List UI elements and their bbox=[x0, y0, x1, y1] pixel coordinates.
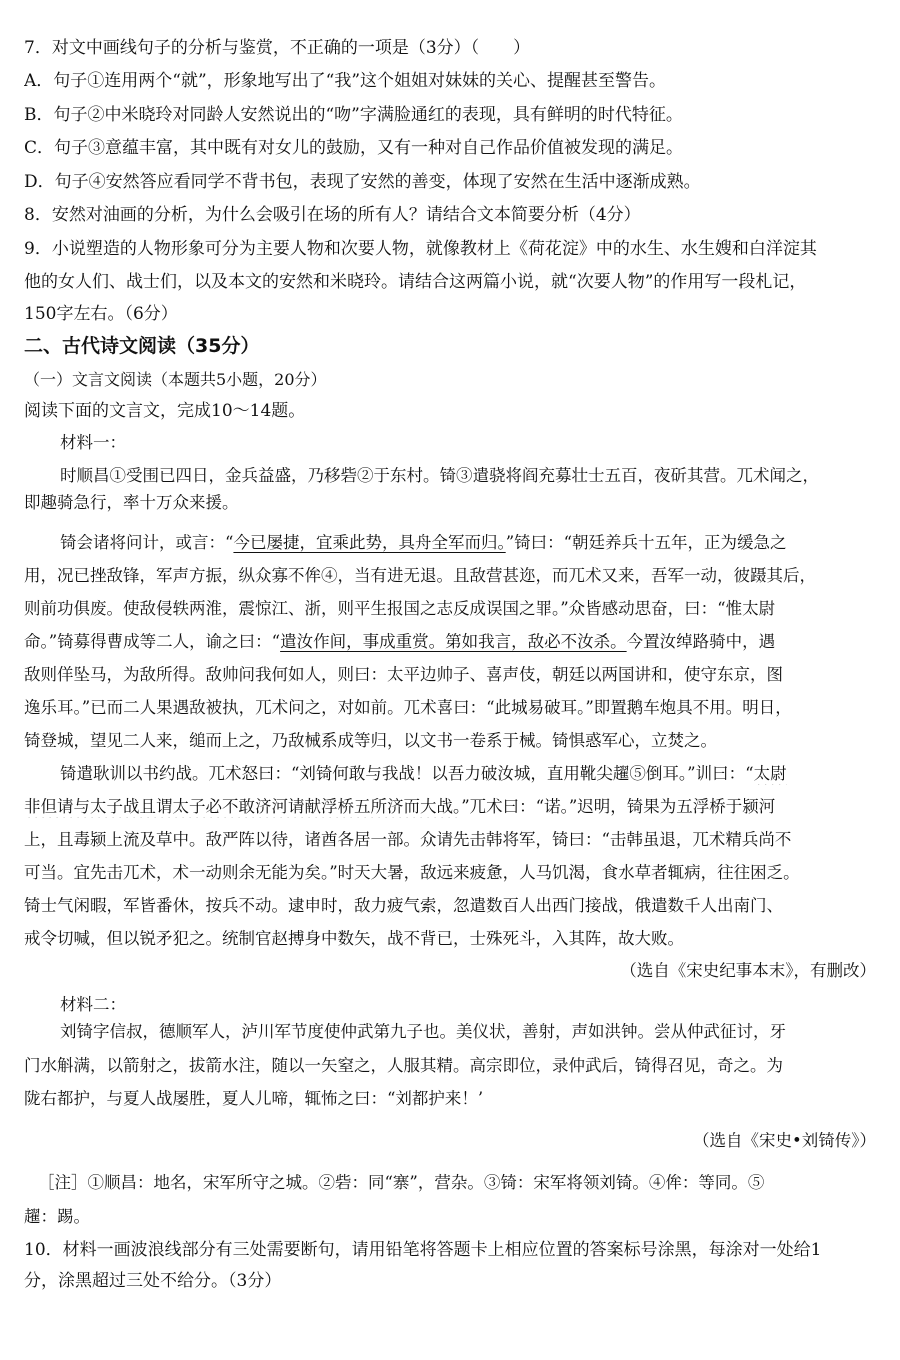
material-1-label: 材料一： bbox=[60, 433, 126, 452]
material-1-p3-line-4: 可当。宜先击兀术，术一动则余无能为矣。”时天大暑，敌远来疲惫，人马饥渴，食水草者辄病，往往困乏。 bbox=[24, 863, 800, 882]
material-2-line-1: 刘锜字信叔，德顺军人，泸川军节度使仲武第九子也。美仪状，善射，声如洪钟。尝从仲武征讨，牙 bbox=[60, 1022, 786, 1041]
question-10-line-2: 分，涂黑超过三处不给分。（3分） bbox=[24, 1271, 282, 1291]
text-segment: 今置汝绰路骑中，遇 bbox=[626, 632, 776, 651]
section-2-subtitle: （一）文言文阅读（本题共5小题，20分） bbox=[24, 370, 327, 389]
text-segment: ”兀术曰：“诺。”迟明，锜果为五浮桥于颍河 bbox=[461, 797, 776, 816]
question-7-option-d: D．句子④安然答应看同学不背书包，表现了安然的善变，体现了安然在生活中逐渐成熟。 bbox=[24, 172, 701, 192]
material-2-source: （选自《宋史•刘锜传》） bbox=[693, 1131, 876, 1150]
material-1-p3-line-1 bbox=[60, 763, 876, 785]
wavy-line-segment: 太尉 bbox=[753, 764, 787, 783]
notes-line-1: ［注］①顺昌：地名，宋军所守之城。②砦：同“寨”，营杂。③锜：宋军将领刘锜。④侔：等同。⑤ bbox=[38, 1173, 765, 1192]
question-9-line-1: 9．小说塑造的人物形象可分为主要人物和次要人物，就像教材上《荷花淀》中的水生、水生嫂和白洋淀其 bbox=[24, 239, 817, 259]
material-1-p2-line-3: 则前功俱废。使敌侵轶两淮，震惊江、浙，则平生报国之志反成误国之罪。”众皆感动思奋，曰：“惟太尉 bbox=[24, 599, 776, 618]
notes-line-2: 趯：踢。 bbox=[24, 1207, 90, 1226]
material-1-p3-line-6: 戒令切喊，但以锐矛犯之。统制官赵搏身中数矢，战不背已，士殊死斗，入其阵，故大败。 bbox=[24, 929, 684, 948]
question-9-line-3: 150字左右。（6分） bbox=[24, 304, 178, 324]
material-1-source: （选自《宋史纪事本末》，有删改） bbox=[620, 961, 876, 980]
material-1-p3-line-2 bbox=[24, 796, 876, 818]
material-1-p2-line-1 bbox=[60, 532, 876, 554]
material-2-line-2: 门水斛满，以箭射之，拔箭水注，随以一矢窒之，人服其精。高宗即位，录仲武后，锜得召见，奇之。为 bbox=[24, 1056, 783, 1075]
material-1-p2-line-2: 用，况已挫敌锋，军声方振，纵众寡不侔④，当有进无退。且敌营甚迩，而兀术又来，吾军一动，彼蹑其后， bbox=[24, 566, 816, 585]
text-segment: 锜会诸将问计，或言：“ bbox=[60, 533, 234, 552]
text-segment: 锜遣耿训以书约战。兀术怒曰：“刘锜何敢与我战！以吾力破汝城，直用靴尖趯⑤倒耳。”训曰：“ bbox=[60, 764, 754, 783]
material-1-p2-line-6: 逸乐耳。”已而二人果遇敌被执，兀术问之，对如前。兀术喜曰：“此城易破耳。”即置鹅车炮具不用。明日， bbox=[24, 698, 792, 717]
material-1-p2-line-5: 敌则佯坠马，为敌所得。敌帅问我何如人，则曰：太平边帅子、喜声伎，朝廷以两国讲和，使守东京，图 bbox=[24, 665, 783, 684]
material-1-p1-line-2: 即趣骑急行，率十万众来援。 bbox=[24, 493, 239, 512]
material-2-line-3: 陇右都护，与夏人战屡胜，夏人儿啼，辄怖之曰：“刘都护来！’ bbox=[24, 1089, 484, 1108]
underlined-sentence-2: 遣汝作间，事成重赏。第如我言，敌必不汝杀。 bbox=[280, 632, 627, 651]
material-1-p1-line-1: 时顺昌①受围已四日，金兵益盛，乃移砦②于东村。锜③遣骁将阎充募壮士五百，夜斫其营。兀术闻之， bbox=[60, 466, 819, 485]
wavy-line-segment: 非但请与太子战且谓太子必不敢济河请献浮桥五所济而大战。 bbox=[24, 797, 462, 816]
text-segment: 命。”锜募得曹成等二人，谕之曰：“ bbox=[24, 632, 281, 651]
section-2-title: 二、古代诗文阅读（35分） bbox=[24, 335, 260, 357]
section-2-instruction: 阅读下面的文言文，完成10～14题。 bbox=[24, 401, 306, 421]
question-10-line-1: 10．材料一画波浪线部分有三处需要断句，请用铅笔将答题卡上相应位置的答案标号涂黑，每涂对一处给1 bbox=[24, 1240, 822, 1260]
text-segment: ”锜曰：“朝廷养兵十五年，正为缓急之 bbox=[505, 533, 787, 552]
material-2-label: 材料二： bbox=[60, 995, 126, 1014]
question-7-option-c: C．句子③意蕴丰富，其中既有对女儿的鼓励，又有一种对自己作品价值被发现的满足。 bbox=[24, 138, 684, 158]
underlined-sentence-1: 今已屡捷，宜乘此势，具舟全军而归。 bbox=[233, 533, 506, 552]
question-7-stem: 7．对文中画线句子的分析与鉴赏，不正确的一项是（3分）（ ） bbox=[24, 38, 531, 58]
material-1-p3-line-5: 锜士气闲暇，军皆番休，按兵不动。逮申时，敌力疲气索，忽遣数百人出西门接战，俄遣数千人出南门、 bbox=[24, 896, 783, 915]
question-8: 8．安然对油画的分析，为什么会吸引在场的所有人？请结合文本简要分析（4分） bbox=[24, 205, 641, 225]
question-7-option-a: A．句子①连用两个“就”，形象地写出了“我”这个姐姐对妹妹的关心、提醒甚至警告。 bbox=[24, 71, 667, 91]
question-9-line-2: 他的女人们、战士们，以及本文的安然和米晓玲。请结合这两篇小说，就“次要人物”的作用写一段札记， bbox=[24, 272, 807, 292]
material-1-p3-line-3: 上，且毒颍上流及草中。敌严阵以待，诸酋各居一部。众请先击韩将军，锜曰：“击韩虽退，兀术精兵尚不 bbox=[24, 830, 792, 849]
material-1-p2-line-7: 锜登城，望见二人来，缒而上之，乃敌械系成等归，以文书一卷系于械。锜惧惑军心，立焚之。 bbox=[24, 731, 717, 750]
material-1-p2-line-4 bbox=[24, 631, 876, 653]
question-7-option-b: B．句子②中米晓玲对同龄人安然说出的“吻”字满脸通红的表现，具有鲜明的时代特征。 bbox=[24, 105, 683, 125]
